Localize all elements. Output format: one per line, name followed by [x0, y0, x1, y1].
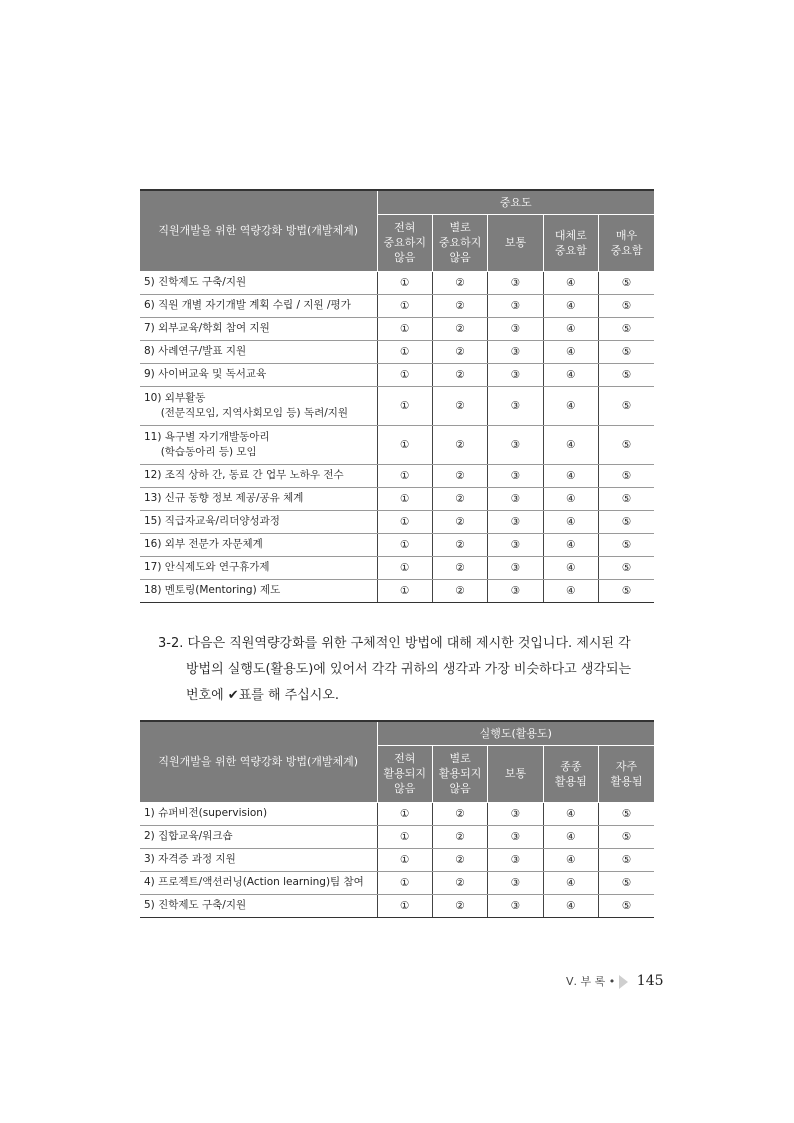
page-footer — [566, 973, 664, 989]
rating-option-3[interactable]: ③ — [488, 271, 543, 294]
rating-option-1[interactable]: ① — [377, 510, 432, 533]
table-row — [140, 802, 654, 825]
rating-option-4[interactable]: ④ — [543, 579, 598, 602]
table-row — [140, 556, 654, 579]
question-line-1: 3-2. 다음은 직원역량강화를 위한 구체적인 방법에 대해 제시한 것입니다. 제시된 각 — [158, 636, 631, 651]
bullet-dot-icon: • — [608, 975, 616, 988]
method-column-header: 직원개발을 위한 역량강화 방법(개발체계) — [140, 721, 377, 802]
table-row — [140, 386, 654, 425]
rating-option-3[interactable]: ③ — [488, 848, 543, 871]
rating-option-4[interactable]: ④ — [543, 848, 598, 871]
method-label: 5) 진학제도 구축/지원 — [144, 276, 247, 288]
rating-option-1[interactable]: ① — [377, 556, 432, 579]
rating-option-5[interactable]: ⑤ — [599, 464, 654, 487]
table-row — [140, 464, 654, 487]
rating-option-5[interactable]: ⑤ — [599, 802, 654, 825]
rating-option-1[interactable]: ① — [377, 579, 432, 602]
rating-option-1[interactable]: ① — [377, 363, 432, 386]
rating-option-3[interactable]: ③ — [488, 487, 543, 510]
rating-option-1[interactable]: ① — [377, 802, 432, 825]
rating-option-3[interactable]: ③ — [488, 510, 543, 533]
rating-option-5[interactable]: ⑤ — [599, 271, 654, 294]
table-row — [140, 294, 654, 317]
method-label: 7) 외부교육/학회 참여 지원 — [144, 322, 270, 334]
rating-option-4[interactable]: ④ — [543, 317, 598, 340]
table-row — [140, 317, 654, 340]
rating-option-5[interactable]: ⑤ — [599, 487, 654, 510]
rating-option-3[interactable]: ③ — [488, 340, 543, 363]
scale-header: 별로 중요하지 않음 — [432, 214, 487, 271]
rating-option-5[interactable]: ⑤ — [599, 294, 654, 317]
rating-option-3[interactable]: ③ — [488, 294, 543, 317]
table-row — [140, 425, 654, 464]
table-row — [140, 848, 654, 871]
rating-option-3[interactable]: ③ — [488, 871, 543, 894]
arrow-icon — [619, 975, 628, 989]
rating-option-4[interactable]: ④ — [543, 510, 598, 533]
rating-option-1[interactable]: ① — [377, 825, 432, 848]
method-label: 18) 멘토링(Mentoring) 제도 — [144, 584, 281, 596]
rating-option-4[interactable]: ④ — [543, 386, 598, 425]
rating-option-5[interactable]: ⑤ — [599, 425, 654, 464]
method-label: 10) 외부활동 (전문직모임, 지역사회모임 등) 독려/지원 — [144, 391, 349, 419]
rating-option-2[interactable]: ② — [432, 579, 487, 602]
method-label: 4) 프로젝트/액션러닝(Action learning)팀 참여 — [144, 876, 364, 888]
question-line-3: 번호에 ✔표를 해 주십시오. — [186, 688, 340, 703]
table-row — [140, 363, 654, 386]
rating-option-2[interactable]: ② — [432, 487, 487, 510]
rating-option-3[interactable]: ③ — [488, 317, 543, 340]
rating-option-3[interactable]: ③ — [488, 825, 543, 848]
rating-option-3[interactable]: ③ — [488, 533, 543, 556]
importance-group-header: 중요도 — [377, 190, 654, 214]
rating-option-4[interactable]: ④ — [543, 894, 598, 917]
usage-group-header: 실행도(활용도) — [377, 721, 654, 745]
section-label: Ⅴ. 부 록 — [566, 975, 606, 988]
question-3-2 — [158, 631, 655, 709]
table-row — [140, 825, 654, 848]
method-label: 11) 욕구별 자기개발동아리 (학습동아리 등) 모임 — [144, 430, 270, 458]
rating-option-4[interactable]: ④ — [543, 464, 598, 487]
rating-option-4[interactable]: ④ — [543, 425, 598, 464]
rating-option-3[interactable]: ③ — [488, 579, 543, 602]
method-column-header: 직원개발을 위한 역량강화 방법(개발체계) — [140, 190, 377, 271]
rating-option-1[interactable]: ① — [377, 894, 432, 917]
rating-option-5[interactable]: ⑤ — [599, 871, 654, 894]
rating-option-1[interactable]: ① — [377, 464, 432, 487]
page-number: 145 — [636, 973, 664, 989]
method-label: 16) 외부 전문가 자문체계 — [144, 538, 263, 550]
method-label: 2) 집합교육/워크숍 — [144, 830, 233, 842]
rating-option-2[interactable]: ② — [432, 825, 487, 848]
method-label: 6) 직원 개별 자기개발 계획 수립 / 지원 /평가 — [144, 299, 351, 311]
rating-option-2[interactable]: ② — [432, 464, 487, 487]
rating-option-5[interactable]: ⑤ — [599, 386, 654, 425]
importance-table — [140, 189, 654, 603]
rating-option-4[interactable]: ④ — [543, 556, 598, 579]
rating-option-3[interactable]: ③ — [488, 386, 543, 425]
table-row — [140, 510, 654, 533]
rating-option-2[interactable]: ② — [432, 386, 487, 425]
rating-option-2[interactable]: ② — [432, 894, 487, 917]
scale-header: 보통 — [488, 745, 543, 802]
rating-option-1[interactable]: ① — [377, 533, 432, 556]
method-label: 9) 사이버교육 및 독서교육 — [144, 368, 267, 380]
scale-header: 자주 활용됨 — [599, 745, 654, 802]
rating-option-4[interactable]: ④ — [543, 871, 598, 894]
scale-header: 별로 활용되지 않음 — [432, 745, 487, 802]
rating-option-5[interactable]: ⑤ — [599, 533, 654, 556]
rating-option-4[interactable]: ④ — [543, 294, 598, 317]
rating-option-5[interactable]: ⑤ — [599, 317, 654, 340]
rating-option-5[interactable]: ⑤ — [599, 848, 654, 871]
rating-option-3[interactable]: ③ — [488, 802, 543, 825]
rating-option-5[interactable]: ⑤ — [599, 510, 654, 533]
rating-option-1[interactable]: ① — [377, 425, 432, 464]
rating-option-1[interactable]: ① — [377, 848, 432, 871]
table-row — [140, 340, 654, 363]
method-label: 15) 직급자교육/리더양성과정 — [144, 515, 280, 527]
method-label: 3) 자격증 과정 지원 — [144, 853, 236, 865]
rating-option-2[interactable]: ② — [432, 317, 487, 340]
scale-header: 대체로 중요함 — [543, 214, 598, 271]
rating-option-3[interactable]: ③ — [488, 425, 543, 464]
method-label: 12) 조직 상하 간, 동료 간 업무 노하우 전수 — [144, 469, 344, 481]
scale-header: 종종 활용됨 — [543, 745, 598, 802]
table-row — [140, 579, 654, 602]
rating-option-5[interactable]: ⑤ — [599, 825, 654, 848]
rating-option-2[interactable]: ② — [432, 848, 487, 871]
rating-option-3[interactable]: ③ — [488, 894, 543, 917]
rating-option-2[interactable]: ② — [432, 871, 487, 894]
scale-header: 전혀 중요하지 않음 — [377, 214, 432, 271]
rating-option-4[interactable]: ④ — [543, 825, 598, 848]
rating-option-2[interactable]: ② — [432, 425, 487, 464]
rating-option-1[interactable]: ① — [377, 487, 432, 510]
rating-option-2[interactable]: ② — [432, 363, 487, 386]
method-label: 8) 사례연구/발표 지원 — [144, 345, 247, 357]
table-row — [140, 271, 654, 294]
rating-option-5[interactable]: ⑤ — [599, 556, 654, 579]
rating-option-5[interactable]: ⑤ — [599, 579, 654, 602]
question-line-2: 방법의 실행도(활용도)에 있어서 각각 귀하의 생각과 가장 비슷하다고 생각되는 — [186, 662, 632, 677]
rating-option-4[interactable]: ④ — [543, 271, 598, 294]
table-row — [140, 533, 654, 556]
rating-option-3[interactable]: ③ — [488, 363, 543, 386]
scale-header: 매우 중요함 — [599, 214, 654, 271]
rating-option-3[interactable]: ③ — [488, 556, 543, 579]
rating-option-2[interactable]: ② — [432, 556, 487, 579]
table-row — [140, 487, 654, 510]
rating-option-2[interactable]: ② — [432, 533, 487, 556]
rating-option-2[interactable]: ② — [432, 340, 487, 363]
rating-option-1[interactable]: ① — [377, 871, 432, 894]
rating-option-3[interactable]: ③ — [488, 464, 543, 487]
rating-option-2[interactable]: ② — [432, 294, 487, 317]
rating-option-4[interactable]: ④ — [543, 340, 598, 363]
method-label: 13) 신규 동향 정보 제공/공유 체계 — [144, 492, 304, 504]
rating-option-5[interactable]: ⑤ — [599, 363, 654, 386]
scale-header: 보통 — [488, 214, 543, 271]
rating-option-2[interactable]: ② — [432, 271, 487, 294]
rating-option-1[interactable]: ① — [377, 294, 432, 317]
rating-option-1[interactable]: ① — [377, 271, 432, 294]
rating-option-1[interactable]: ① — [377, 317, 432, 340]
scale-header: 전혀 활용되지 않음 — [377, 745, 432, 802]
rating-option-1[interactable]: ① — [377, 386, 432, 425]
rating-option-4[interactable]: ④ — [543, 363, 598, 386]
rating-option-4[interactable]: ④ — [543, 487, 598, 510]
usage-table — [140, 720, 654, 918]
method-label: 17) 안식제도와 연구휴가제 — [144, 561, 270, 573]
method-label: 5) 진학제도 구축/지원 — [144, 899, 247, 911]
table-row — [140, 871, 654, 894]
rating-option-5[interactable]: ⑤ — [599, 894, 654, 917]
rating-option-2[interactable]: ② — [432, 510, 487, 533]
method-label: 1) 슈퍼비전(supervision) — [144, 807, 268, 819]
rating-option-4[interactable]: ④ — [543, 802, 598, 825]
rating-option-4[interactable]: ④ — [543, 533, 598, 556]
table-row — [140, 894, 654, 917]
rating-option-1[interactable]: ① — [377, 340, 432, 363]
rating-option-2[interactable]: ② — [432, 802, 487, 825]
rating-option-5[interactable]: ⑤ — [599, 340, 654, 363]
